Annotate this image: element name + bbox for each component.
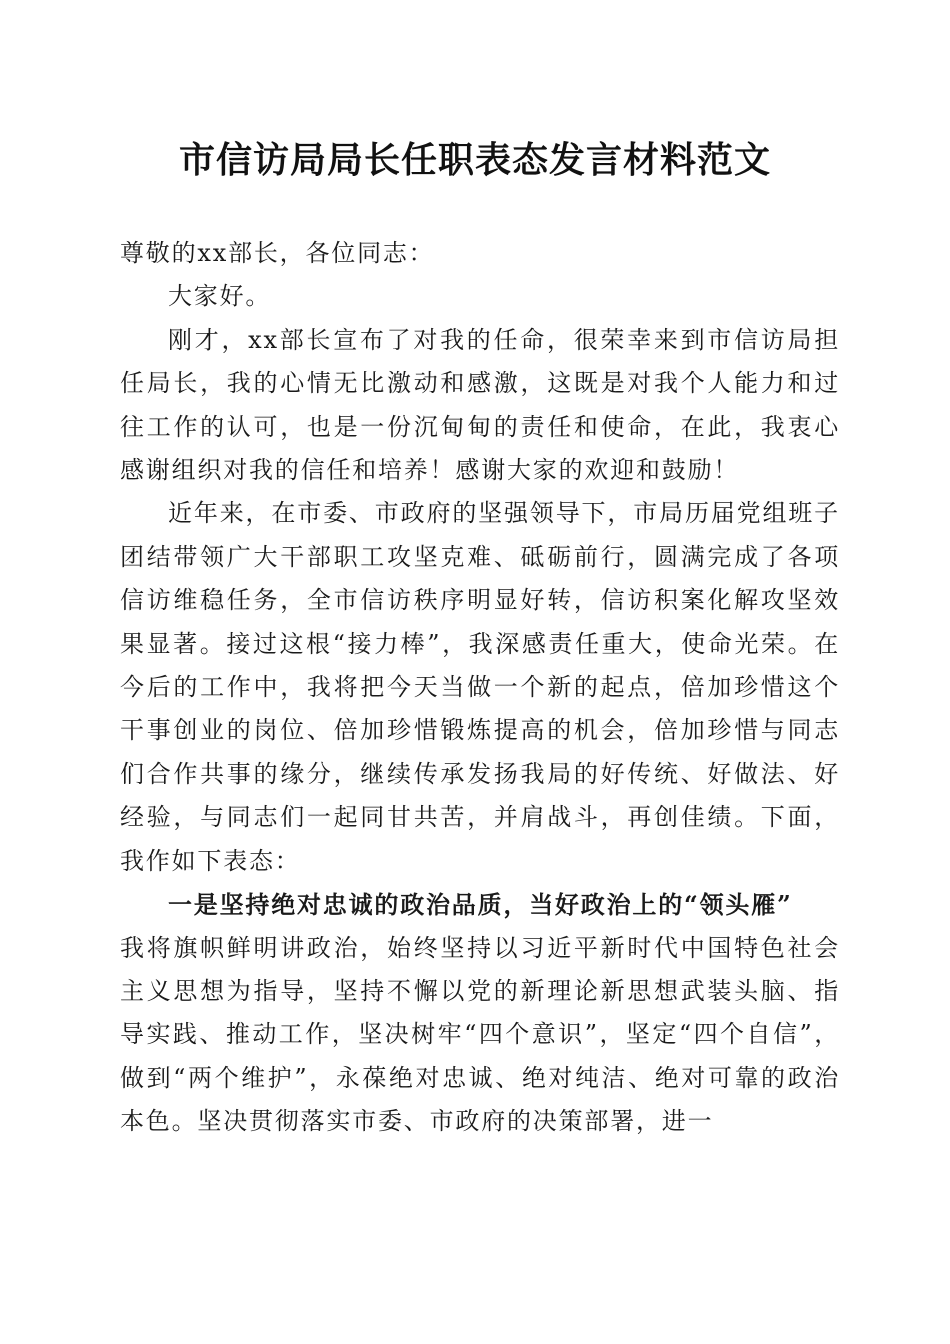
paragraph-review: 近年来，在市委、市政府的坚强领导下，市局历届党组班子团结带领广大干部职工攻坚克难、砥砺前行，圆满完成了各项信访维稳任务，全市信访秩序明显好转，信访积案化解攻坚效果显著。接过这根“接力棒”，我深感责任重大，使命光荣。在今后的工作中，我将把今天当做一个新的起点，倍加珍惜这个干事创业的岗位、倍加珍惜锻炼提高的机会，倍加珍惜与同志们合作共事的缘分，继续传承发扬我局的好传统、好做法、好经验，与同志们一起同甘共苦，并肩战斗，再创佳绩。下面，我作如下表态： <box>120 499 840 875</box>
section-heading: 一是坚持绝对忠诚的政治品质，当好政治上的“领头雁” <box>168 890 793 920</box>
paragraph-appointment: 刚才，xx部长宣布了对我的任命，很荣幸来到市信访局担任局长，我的心情无比激动和感激，这既是对我个人能力和过往工作的认可，也是一份沉甸甸的责任和使命，在此，我衷心感谢组织对我的信任和培养！感谢大家的欢迎和鼓励！ <box>120 325 840 485</box>
section-body: 我将旗帜鲜明讲政治，始终坚持以习近平新时代中国特色社会主义思想为指导，坚持不懈以党的新理论新思想武装头脑、指导实践、推动工作，坚决树牢“四个意识”，坚定“四个自信”，做到“两个维护”，永葆绝对忠诚、绝对纯洁、绝对可靠的政治本色。坚决贯彻落实市委、市政府的决策部署，进一 <box>120 933 840 1136</box>
document-title: 市信访局局长任职表态发言材料范文 <box>178 139 771 181</box>
paragraph-greeting: 大家好。 <box>168 282 272 311</box>
document-body <box>120 232 840 1144</box>
salutation: 尊敬的xx部长，各位同志： <box>120 239 435 267</box>
